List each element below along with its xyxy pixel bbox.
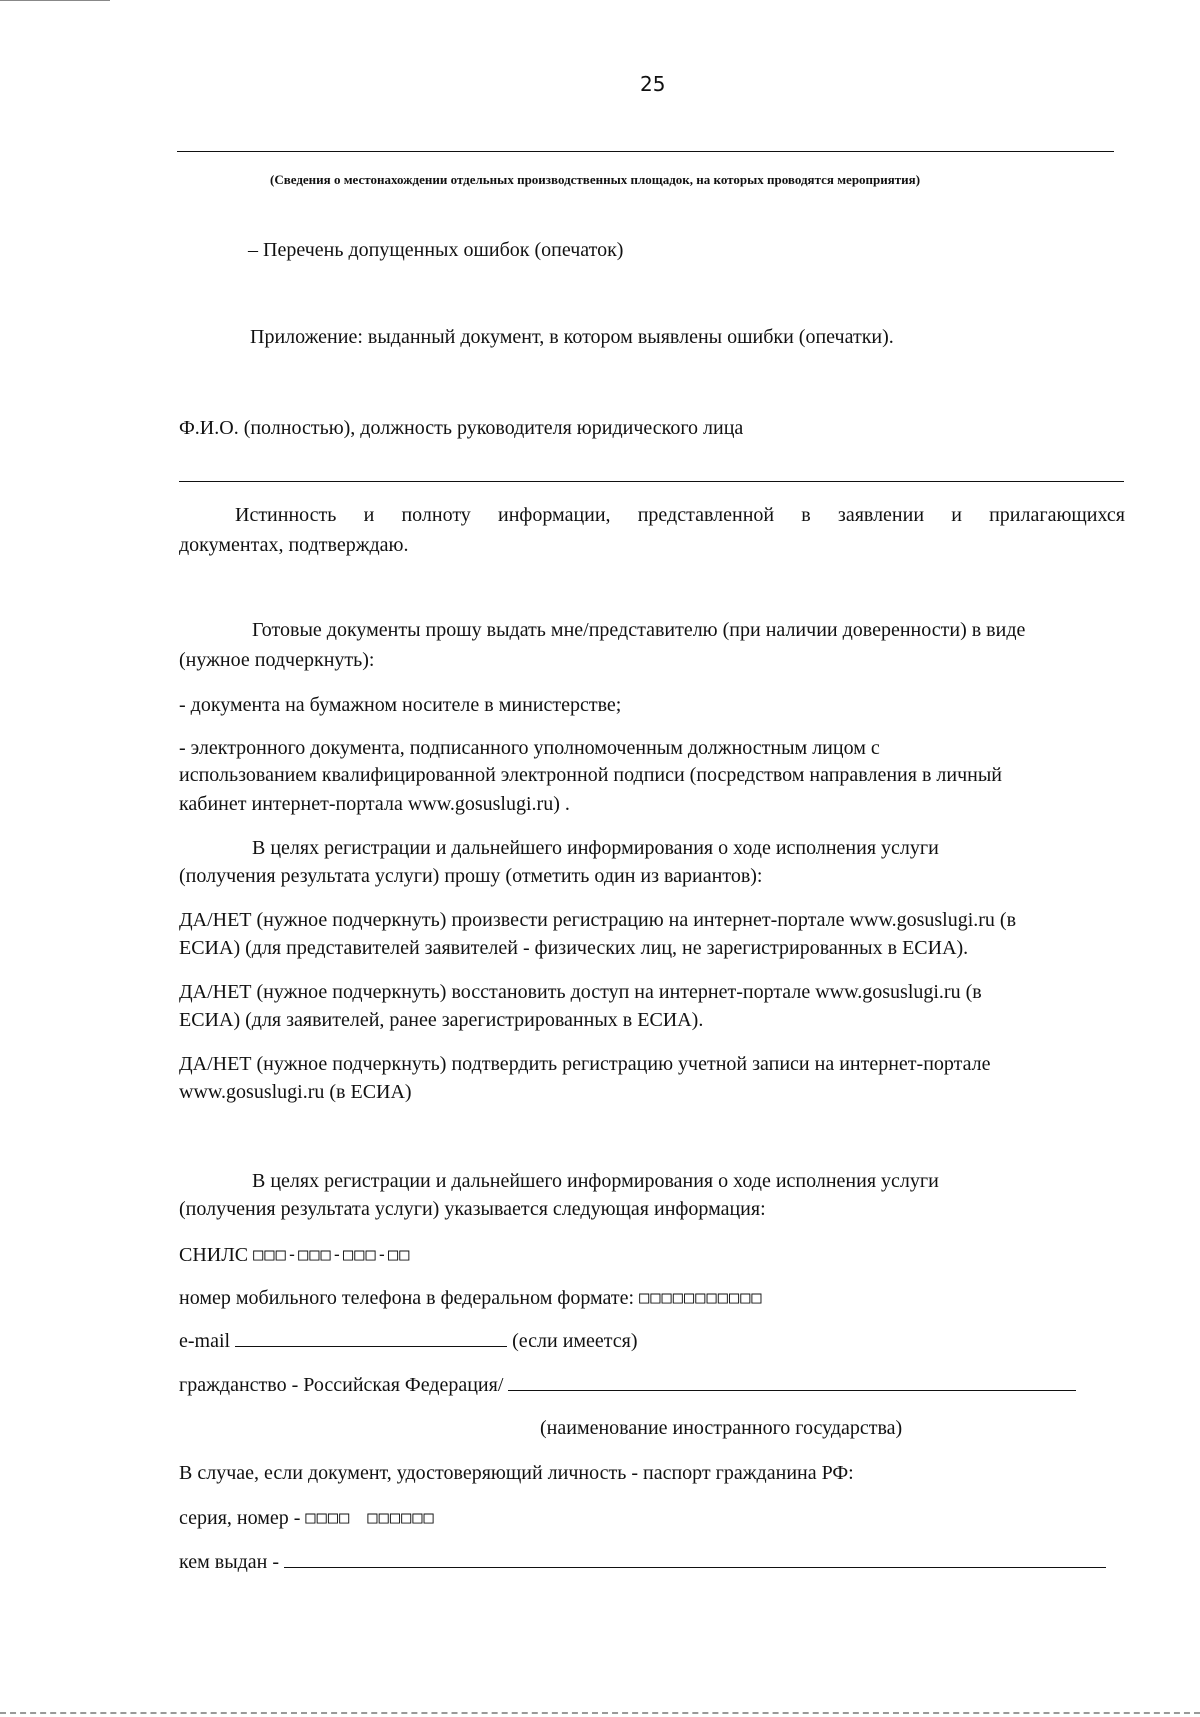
electronic-option-line2: использованием квалифицированной электронной подписи (посредством направления в личный [179,764,1002,786]
attachment-text: Приложение: выданный документ, в котором выявлены ошибки (опечатки). [250,326,894,348]
info-intro-line1: В целях регистрации и дальнейшего информирования о ходе исполнения услуги [252,1170,939,1192]
foreign-state-caption: (наименование иностранного государства) [540,1417,903,1439]
issued-by-row [179,1547,1106,1577]
option-restore-line2: ЕСИА) (для заявителей, ранее зарегистрированных в ЕСИА). [179,1009,704,1031]
option-confirm-line2: www.gosuslugi.ru (в ЕСИА) [179,1081,412,1103]
email-suffix: (если имеется) [512,1330,638,1352]
head-signature-line [179,481,1124,482]
phone-boxes[interactable]: □□□□□□□□□□□ [639,1288,763,1308]
truth-statement-line1: Истинность и полноту информации, представленной в заявлении и прилагающихся [235,504,1125,526]
sites-caption: (Сведения о местонахождении отдельных производственных площадок, на которых проводятся мероприятия) [270,172,921,187]
issued-by-field[interactable] [284,1547,1106,1568]
snils-label: СНИЛС [179,1244,249,1266]
info-intro-line2: (получения результата услуги) указывается следующая информация: [179,1198,766,1220]
electronic-option-line3: кабинет интернет-портала www.gosuslugi.ru) . [179,793,570,815]
scan-edge-top [0,0,110,1]
issued-by-label: кем выдан - [179,1551,280,1573]
citizenship-label: гражданство - Российская Федерация/ [179,1374,504,1396]
issue-request-line1: Готовые документы прошу выдать мне/представителю (при наличии доверенности) в виде [252,619,1026,641]
paper-option: - документа на бумажном носителе в министерстве; [179,694,622,716]
citizenship-row [179,1370,1076,1400]
phone-row [179,1283,763,1313]
option-restore-line1: ДА/НЕТ (нужное подчеркнуть) восстановить доступ на интернет-портале www.gosuslugi.ru (в [179,981,982,1003]
registration-intro-line2: (получения результата услуги) прошу (отметить один из вариантов): [179,865,763,887]
option-confirm-line1: ДА/НЕТ (нужное подчеркнуть) подтвердить регистрацию учетной записи на интернет-портале [179,1053,991,1075]
option-register-line1: ДА/НЕТ (нужное подчеркнуть) произвести регистрацию на интернет-портале www.gosuslugi.ru (в [179,909,1017,931]
truth-statement-line2: документах, подтверждаю. [179,534,409,556]
passport-intro: В случае, если документ, удостоверяющий личность - паспорт гражданина РФ: [179,1462,854,1484]
snils-row [179,1240,410,1270]
errors-list-label: – Перечень допущенных ошибок (опечаток) [248,239,624,261]
email-row [179,1326,638,1356]
foreign-state-field[interactable] [508,1370,1076,1391]
registration-intro-line1: В целях регистрации и дальнейшего информирования о ходе исполнения услуги [252,837,939,859]
email-label: e-mail [179,1330,231,1352]
phone-label: номер мобильного телефона в федеральном формате: [179,1287,635,1309]
number-boxes[interactable]: □□□□□□ [367,1508,435,1528]
email-field[interactable] [235,1326,507,1347]
snils-boxes[interactable]: □□□-□□□-□□□-□□ [253,1245,411,1265]
scan-edge-bottom [0,1712,1200,1714]
page-number: 25 [640,72,666,96]
series-boxes[interactable]: □□□□ [305,1508,351,1528]
head-name-label: Ф.И.О. (полностью), должность руководителя юридического лица [179,417,744,439]
series-label: серия, номер - [179,1507,301,1529]
sites-line [177,151,1114,152]
electronic-option-line1: - электронного документа, подписанного уполномоченным должностным лицом с [179,737,880,759]
series-number-row [179,1503,435,1533]
issue-request-line2: (нужное подчеркнуть): [179,649,375,671]
option-register-line2: ЕСИА) (для представителей заявителей - физических лиц, не зарегистрированных в ЕСИА). [179,937,969,959]
